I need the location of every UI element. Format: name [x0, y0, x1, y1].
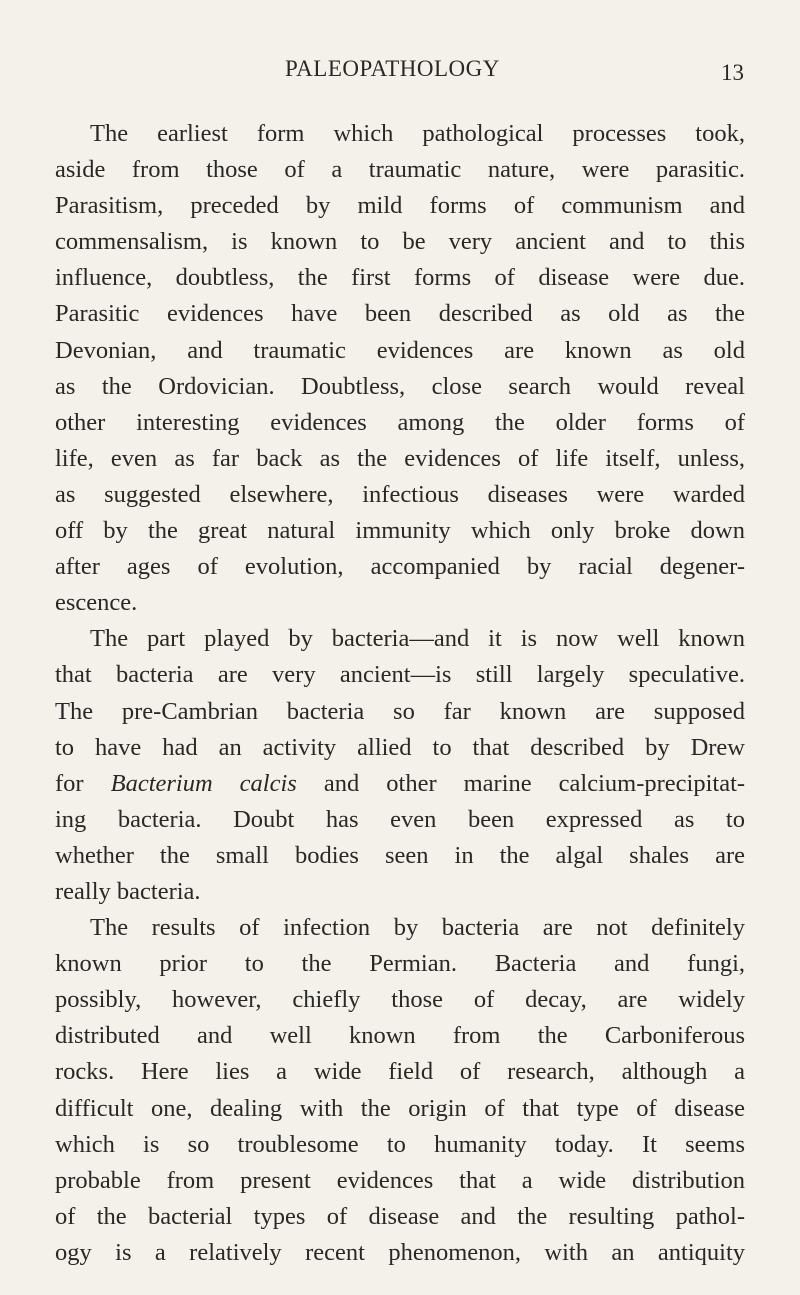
- text-line: Devonian, and traumatic evidences are known as old: [55, 336, 745, 364]
- text-line: off by the great natural immunity which only broke down: [55, 517, 745, 545]
- italic-species-name: Bacterium calcis: [110, 769, 297, 797]
- text-line: The pre-Cambrian bacteria so far known are supposed: [55, 697, 745, 725]
- text-line: possibly, however, chiefly those of decay, are widely: [55, 986, 745, 1014]
- text-line: which is so troublesome to humanity today. It seems: [55, 1130, 745, 1158]
- text-line: ogy is a relatively recent phenomenon, with an antiquity: [55, 1238, 745, 1266]
- text-line: of the bacterial types of disease and the resulting pathol-: [55, 1202, 745, 1230]
- text-line: The part played by bacteria—and it is now well known: [90, 625, 745, 653]
- text-line: known prior to the Permian. Bacteria and fungi,: [55, 950, 745, 978]
- text-line: escence.: [55, 589, 138, 617]
- text-line: distributed and well known from the Carboniferous: [55, 1022, 745, 1050]
- running-head-title: PALEOPATHOLOGY: [285, 56, 500, 81]
- text-line: Parasitic evidences have been described as old as the: [55, 300, 745, 328]
- text-line: difficult one, dealing with the origin of that type of disease: [55, 1094, 745, 1122]
- text-line: whether the small bodies seen in the algal shales are: [55, 841, 745, 869]
- text-line: really bacteria.: [55, 877, 201, 905]
- text-line: life, even as far back as the evidences of life itself, unless,: [55, 444, 745, 472]
- text-line: rocks. Here lies a wide field of research, although a: [55, 1058, 745, 1086]
- text-line: Parasitism, preceded by mild forms of communism and: [55, 192, 745, 220]
- text-line: The earliest form which pathological processes took,: [90, 120, 745, 147]
- body-text: [55, 116, 745, 1271]
- text-line: influence, doubtless, the first forms of disease were due.: [55, 264, 745, 292]
- text-line: after ages of evolution, accompanied by racial degener-: [55, 553, 745, 581]
- text-line: The results of infection by bacteria are not definitely: [90, 914, 745, 942]
- text-line: that bacteria are very ancient—is still largely speculative.: [55, 661, 745, 689]
- text-line: to have had an activity allied to that described by Drew: [55, 733, 745, 761]
- text-fragment: for: [55, 769, 84, 797]
- text-line: ing bacteria. Doubt has even been expressed as to: [55, 805, 745, 833]
- page-number: 13: [721, 60, 744, 85]
- text-line: commensalism, is known to be very ancient and to this: [55, 228, 745, 256]
- text-line: aside from those of a traumatic nature, were parasitic.: [55, 156, 745, 184]
- text-fragment: and other marine calcium-precipitat-: [323, 769, 746, 797]
- text-line: other interesting evidences among the older forms of: [55, 408, 745, 436]
- text-line: probable from present evidences that a wide distribution: [55, 1166, 745, 1194]
- text-line-with-italic: [55, 766, 745, 802]
- text-line: as the Ordovician. Doubtless, close search would reveal: [55, 372, 745, 400]
- text-line: as suggested elsewhere, infectious diseases were warded: [55, 480, 745, 508]
